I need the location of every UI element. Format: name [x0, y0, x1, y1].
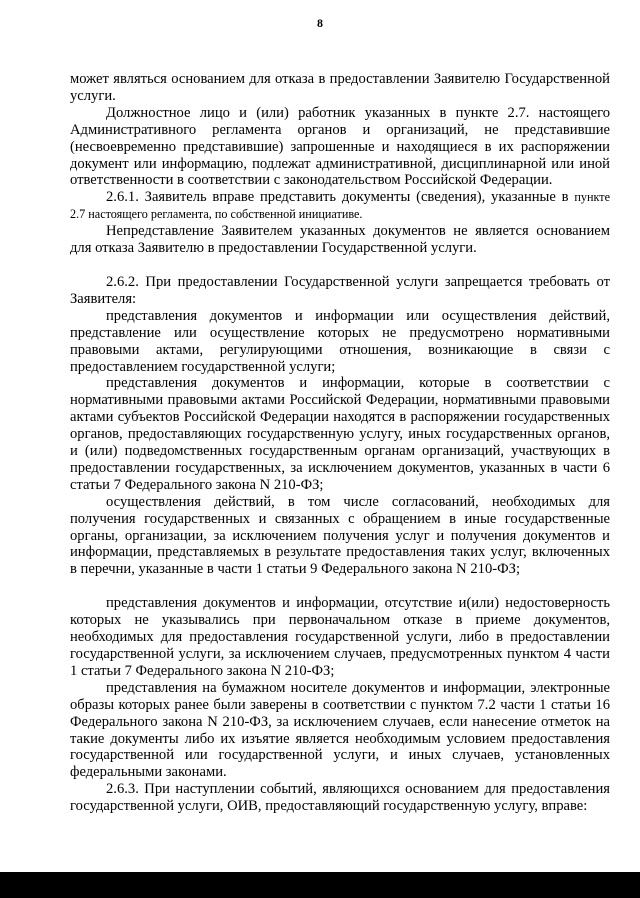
document-body — [70, 71, 610, 815]
paragraph: осуществления действий, в том числе согласований, необходимых для получения государственных и связанных с обращением в иные государственные органы, организации, за исключением получения услуг и получения документов и информации, представляемых в результате предоставления таких услуг, включенных в перечни, указанные в части 1 статьи 9 Федерального закона N 210-ФЗ; — [70, 493, 610, 578]
paragraph: 2.6.3. При наступлении событий, являющихся основанием для предоставления государственной услуги, ОИВ, предоставляющий государственную услугу, вправе: — [70, 781, 610, 815]
paragraph: 2.6.2. При предоставлении Государственной услуги запрещается требовать от Заявителя: — [70, 273, 610, 307]
paragraph: Должностное лицо и (или) работник указанных в пункте 2.7. настоящего Административного регламента органов и организаций, не представившие (несвоевременно представившие) запрошенные и находящиеся в их распоряжении документ или информацию, подлежат административной, дисциплинарной или иной ответственности в соответствии с законодательством Российской Федерации. — [70, 104, 610, 189]
paragraph: может являться основанием для отказа в предоставлении Заявителю Государственной услуги. — [70, 71, 610, 104]
paragraph: Непредставление Заявителем указанных документов не является основанием для отказа Заявителю в предоставлении Государственной услуги. — [70, 223, 610, 257]
paragraph-main-text: 2.6.1. Заявитель вправе представить документы (сведения), указанные в — [106, 189, 569, 206]
paragraph — [70, 189, 610, 223]
paragraph: представления документов и информации, которые в соответствии с нормативными правовыми актами Российской Федерации, нормативными правовыми актами субъектов Российской Федерации находятся в распоряжении государственных органов, предоставляющих государственную услугу, иных государственных органов, и (или) подведомственных государственным органам организаций, участвующих в предоставлении государственных, за исключением документов, указанных в части 6 статьи 7 Федерального закона N 210-ФЗ; — [70, 375, 610, 493]
paragraph: представления документов и информации или осуществления действий, представление или осуществление которых не предусмотрено нормативными правовыми актами, регулирующими отношения, возникающие в связи с предоставлением государственной услуги; — [70, 307, 610, 375]
paragraph-small-text: пункте 2.7 настоящего регламента, по собственной инициативе. — [70, 190, 610, 222]
paragraph: представления документов и информации, отсутствие и(или) недостоверность которых не указывались при первоначальном отказе в приеме документов, необходимых для предоставления государственной услуги, либо в предоставлении государственной услуги, за исключением случаев, предусмотренных пунктом 4 части 1 статьи 7 Федерального закона N 210-ФЗ; — [70, 595, 610, 679]
scan-border — [0, 872, 640, 898]
paragraph: представления на бумажном носителе документов и информации, электронные образы которых ранее были заверены в соответствии с пунктом 7.2 части 1 статьи 16 Федерального закона N 210-ФЗ, за исключением случаев, если нанесение отметок на такие документы либо их изъятие является необходимым условием предоставления государственной или государственной услуги, и иных случаев, установленных федеральными законами. — [70, 679, 610, 781]
page-number: 8 — [317, 16, 323, 30]
